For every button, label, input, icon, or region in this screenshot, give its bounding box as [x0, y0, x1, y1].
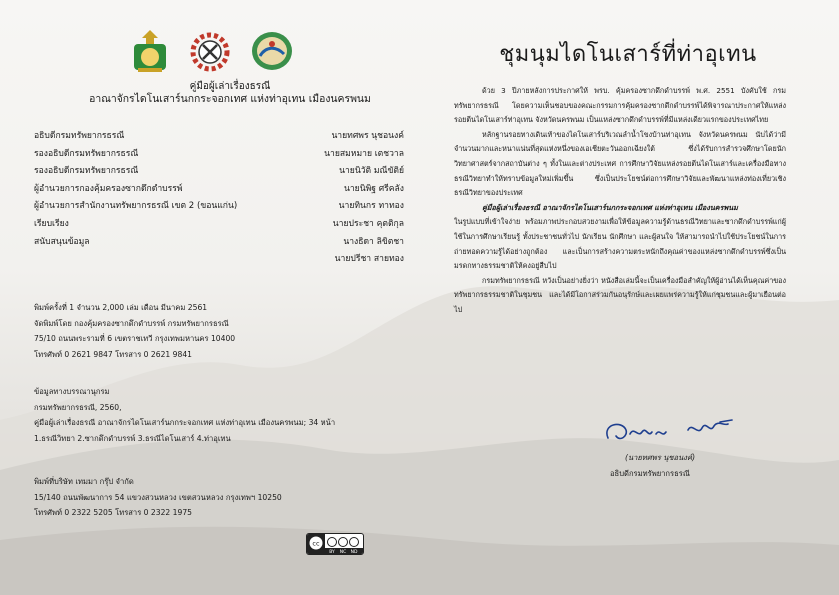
foreword-paragraph: กรมทรัพยากรธรณี หวังเป็นอย่างยิ่งว่า หนังสือเล่มนี้จะเป็นเครื่องมือสำคัญให้ผู้อ่านได้เห็นคุณค่าของทรัพยากรธรรมชาติในชุมชน และได้มีโอกาสร่วมกันอนุรักษ์และเผยแพร่ความรู้ให้แก่ชุมชนและผู้มาเยือนต่อไป [454, 275, 786, 314]
printer-line: 15/140 ถนนพัฒนาการ 54 แขวงสวนหลวง เขตสวนหลวง กรุงเทพฯ 10250 [34, 492, 282, 502]
geopark-logo-icon [250, 30, 294, 72]
credit-role: ผู้อำนวยการสำนักงานทรัพยากรธรณี เขต 2 (ขอนแก่น) [34, 201, 238, 212]
credit-role: รองอธิบดีกรมทรัพยากรธรณี [34, 166, 139, 177]
credit-name: นายสมหมาย เตชวาล [324, 148, 404, 159]
credit-role: รองอธิบดีกรมทรัพยากรธรณี [34, 148, 139, 159]
printer-line: พิมพ์ที่บริษัท เทมมา กรุ๊ป จำกัด [34, 477, 134, 486]
printing-line: 75/10 ถนนพระรามที่ 6 เขตราชเทวี กรุงเทพมหานคร 10400 [34, 334, 236, 343]
department-gear-logo-icon [190, 32, 230, 72]
catalog-line: ข้อมูลทางบรรณานุกรม [34, 387, 110, 396]
credit-row [34, 216, 404, 234]
catalog-info [34, 384, 335, 446]
credit-name: นายนิวัติ มณีขัติย์ [339, 166, 404, 177]
printing-line: โทรศัพท์ 0 2621 9847 โทรสาร 0 2621 9841 [34, 349, 192, 359]
printing-info [34, 300, 235, 362]
foreword-paragraph: ด้วย 3 ปีภายหลังการประกาศให้ พรบ. คุ้มครองซากดึกดำบรรพ์ พ.ศ. 2551 บังคับใช้ กรมทรัพยากรธรณี โดยความเห็นชอบของคณะกรรมการคุ้มครองซากดึกดำบรรพ์ได้พิจารณาประกาศให้แหล่งรอยตีนไดโนเสาร์ท่าอุเทน จังหวัดนครพนม เป็นแหล่งซากดึกดำบรรพ์ที่มีแหล่งเดียวแรกของประเทศไทย [454, 86, 786, 125]
cc-nc-label: NC [339, 550, 347, 555]
foreword-body [454, 84, 786, 318]
creative-commons-badge-icon [306, 533, 364, 555]
ministry-logo-icon [128, 28, 172, 74]
credit-role: อธิบดีกรมทรัพยากรธรณี [34, 131, 125, 141]
printing-line: จัดพิมพ์โดย กองคุ้มครองซากดึกดำบรรพ์ กรมทรัพยากรธรณี [34, 318, 229, 328]
signer-name: (นายทศพร นุชอนงค์) [625, 453, 696, 462]
foreword-paragraph: ในรูปแบบที่เข้าใจง่าย พร้อมภาพประกอบสวยงามเพื่อให้ข้อมูลความรู้ด้านธรณีวิทยาและซากดึกดำบรรพ์แก่ผู้ใช้ในการศึกษาเรียนรู้ ทั้งประชาชนทั่วไป นักเรียน นักศึกษา และผู้สนใจ ให้สามารถนำไปใช้ประโยชน์ในการถ่ายทอดความรู้ได้อย่างถูกต้อง และเป็นการสร้างความตระหนักถึงคุณค่าของแหล่งซากดึกดำบรรพ์ซึ่งเป็นมรดกทางธรรมชาติให้คงอยู่สืบไป [454, 217, 786, 271]
printer-info [34, 474, 282, 521]
credit-row [34, 163, 404, 181]
credit-row [34, 198, 404, 216]
catalog-line: คู่มือผู้เล่าเรื่องธรณี อาณาจักรไดโนเสาร์นกกระจอกเทศ แห่งท่าอุเทน เมืองนครพนม; 34 หน้า [34, 418, 336, 427]
cc-nd-label: ND [350, 550, 358, 555]
logo-group [128, 28, 298, 76]
page-title: ชุมนุมไดโนเสาร์ที่ท่าอุเทน [499, 42, 757, 67]
printer-line: โทรศัพท์ 0 2322 5205 โทรสาร 0 2322 1975 [34, 508, 192, 517]
credit-row [34, 251, 404, 269]
credit-name: นายปรีชา สายทอง [334, 254, 404, 265]
signature-image [600, 416, 740, 450]
book-title-quote: คู่มือผู้เล่าเรื่องธรณี อาณาจักรไดโนเสาร์นกกระจอกเทศ แห่งท่าอุเทน เมืองนครพนม [482, 202, 738, 212]
credit-role: ผู้อำนวยการกองคุ้มครองซากดึกดำบรรพ์ [34, 183, 183, 194]
credit-row [34, 234, 404, 252]
credit-name: นายประชา คุตติกุล [332, 218, 404, 229]
credit-row [34, 181, 404, 199]
credit-row [34, 128, 404, 146]
credit-name: นายทศพร นุชอนงค์ [331, 131, 404, 141]
credit-name: นางธิดา ลิขิตชา [343, 236, 404, 247]
credit-role: เรียบเรียง [34, 218, 69, 229]
book-title-block [30, 80, 430, 106]
signer-title: อธิบดีกรมทรัพยากรธรณี [610, 469, 690, 478]
credit-role: สนับสนุนข้อมูล [34, 236, 90, 247]
catalog-line: กรมทรัพยากรธรณี, 2560, [34, 402, 122, 412]
credits-list [34, 128, 404, 269]
catalog-line: 1.ธรณีวิทยา 2.ซากดึกดำบรรพ์ 3.ธรณีไดโนเสาร์ 4.ท่าอุเทน [34, 433, 231, 443]
book-title: คู่มือผู้เล่าเรื่องธรณี [189, 81, 271, 92]
foreword-paragraph: หลักฐานรอยทางเดินเท้าของไดโนเสาร์บริเวณลำน้ำโขงบ้านท่าอุเทน จังหวัดนครพนม นับได้ว่ามีจำนวนมากและหนาแน่นที่สุดแห่งหนึ่งของเอเชียตะวันออกเฉียงใต้ ซึ่งได้รับการสำรวจศึกษาโดยนักวิทยาศาสตร์จากสถาบันต่าง ๆ ทั้งในและต่างประเทศ การศึกษาวิจัยแหล่งรอยตีนไดโนเสาร์และเครื่องมือทางธรณีวิทยาทำให้ทราบข้อมูลใหม่เพิ่มขึ้น ซึ่งเป็นประโยชน์ต่อการศึกษาวิจัยและพัฒนาแหล่งท่องเที่ยวเชิงธรณีวิทยาของประเทศ [454, 129, 786, 198]
book-subtitle: อาณาจักรไดโนเสาร์นกกระจอกเทศ แห่งท่าอุเทน เมืองนครพนม [89, 93, 371, 105]
credit-name: นายนิพิฐ ศรีคลัง [343, 183, 404, 194]
credit-row [34, 146, 404, 164]
credit-name: นายทินกร ทาทอง [338, 201, 404, 212]
printing-line: พิมพ์ครั้งที่ 1 จำนวน 2,000 เล่ม เดือน มีนาคม 2561 [34, 303, 208, 312]
cc-label: cc [312, 539, 320, 548]
cc-by-label: BY [329, 550, 335, 555]
